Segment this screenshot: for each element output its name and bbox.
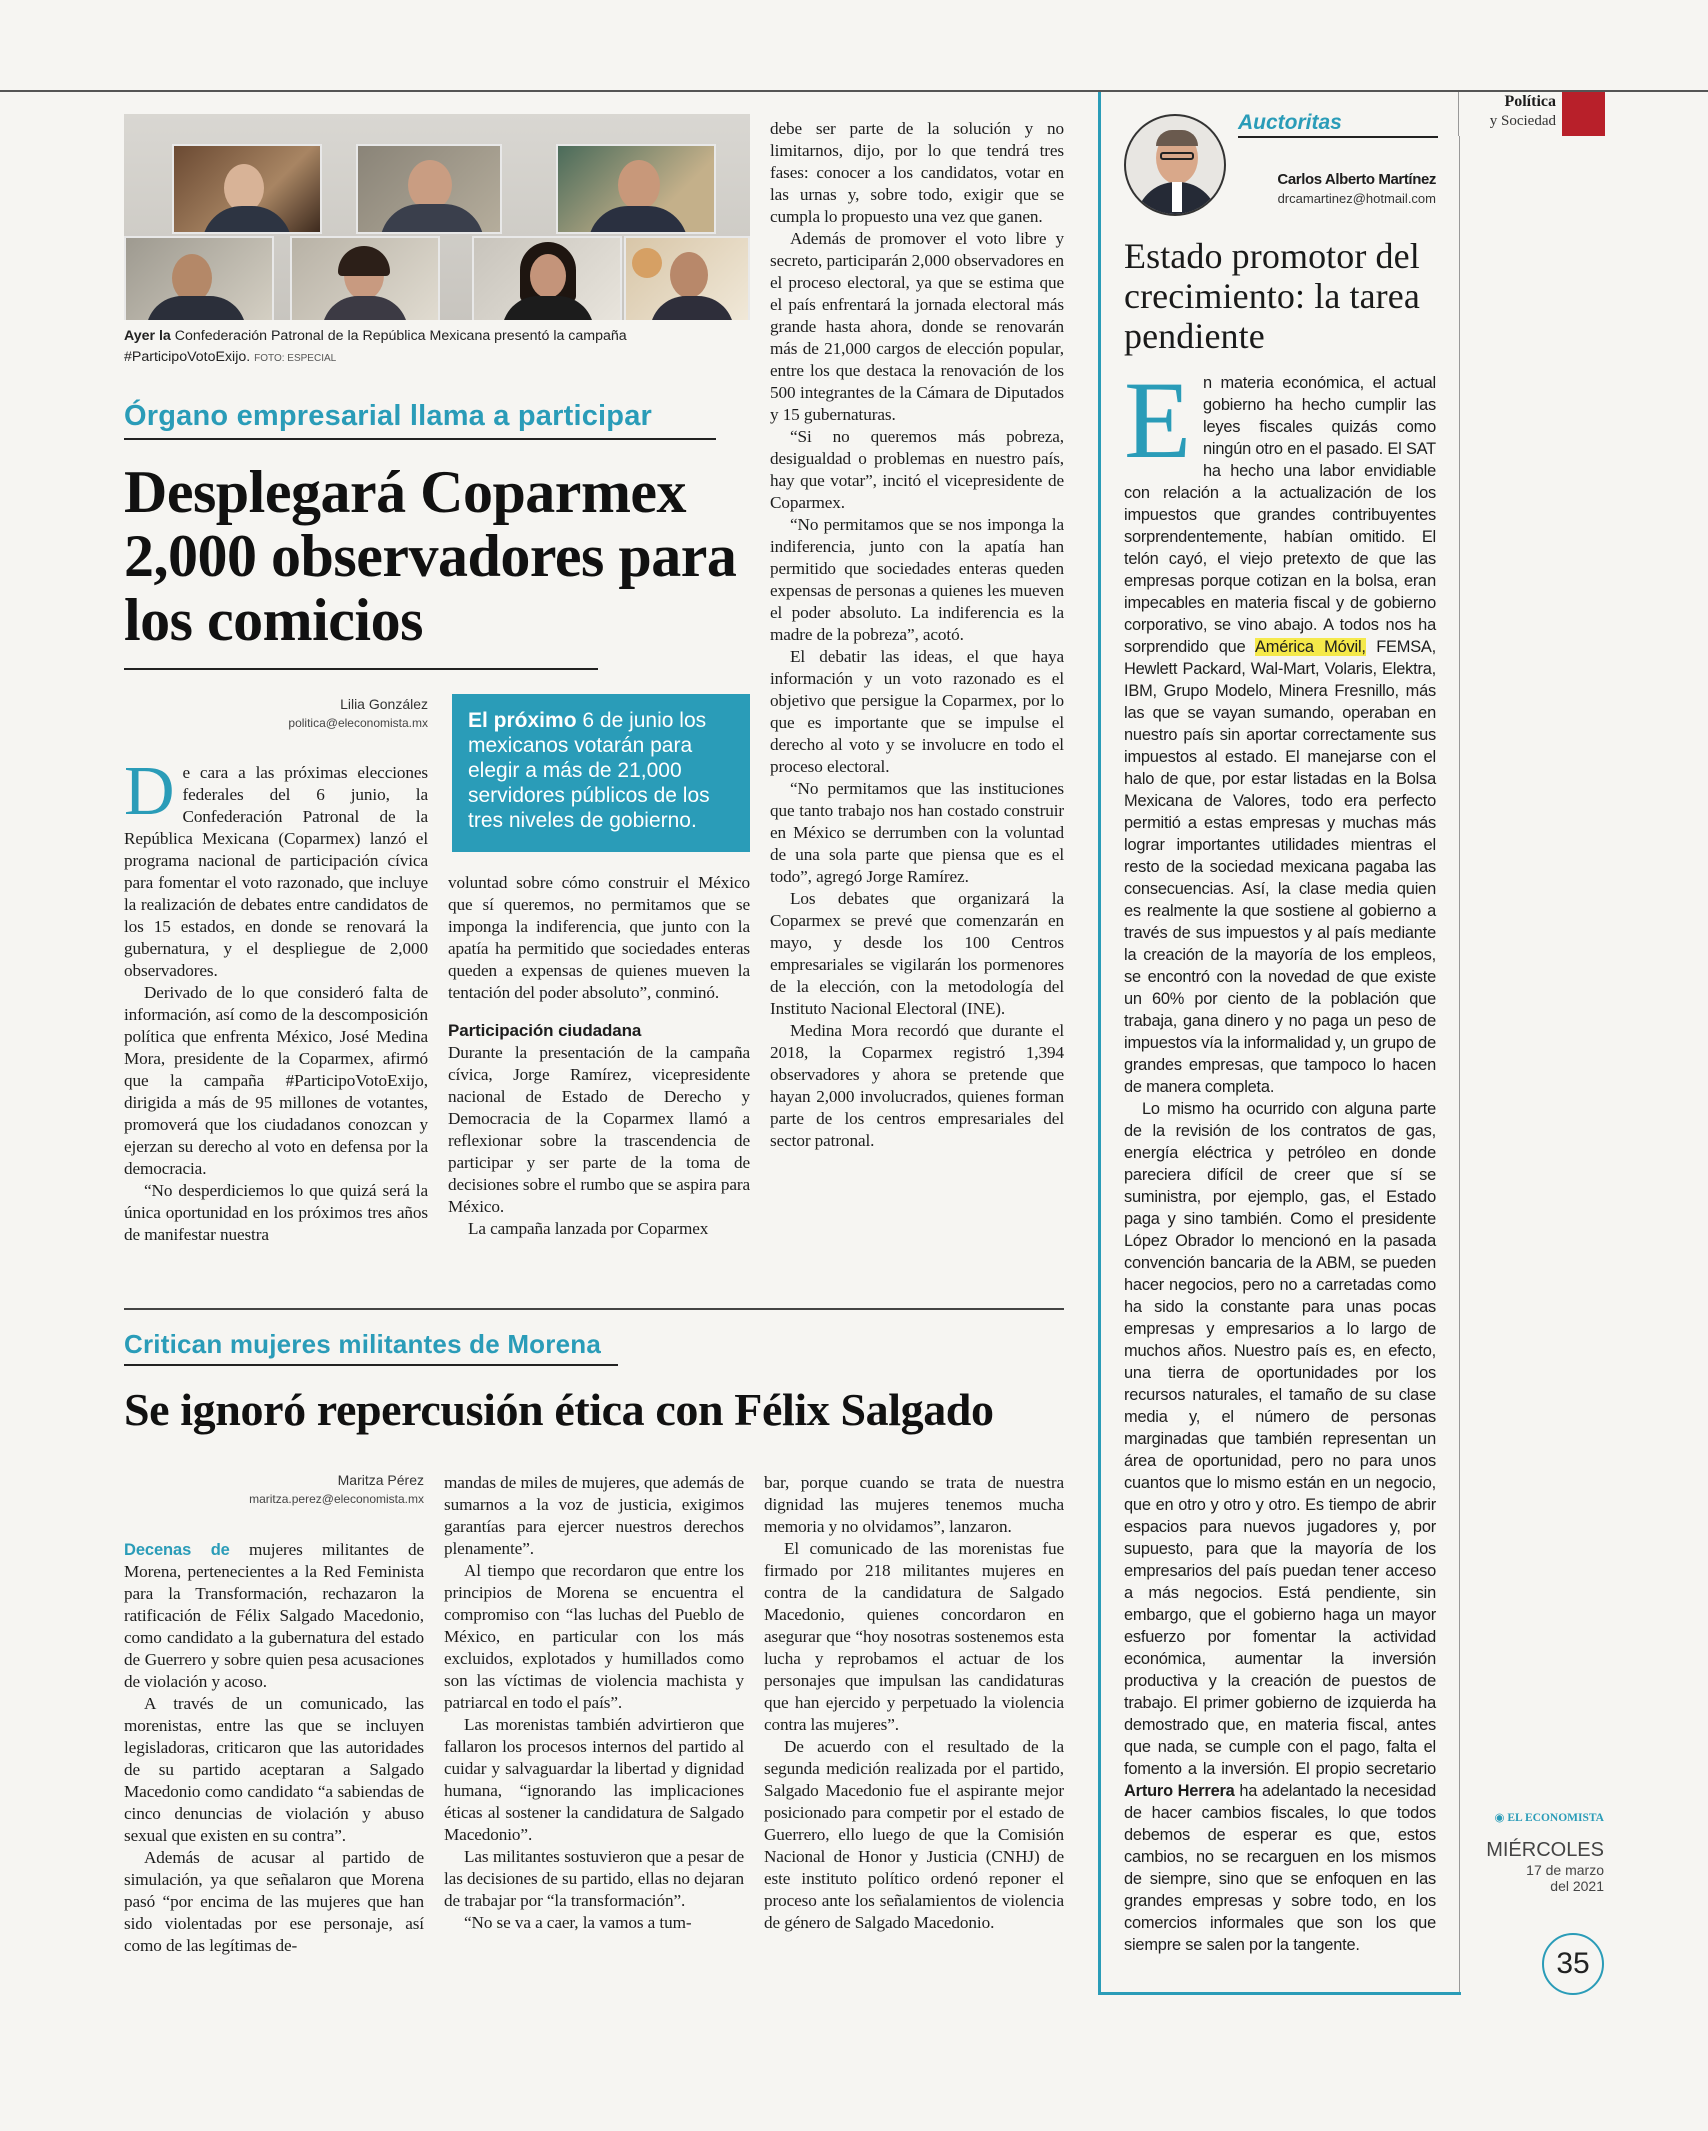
column-author: Carlos Alberto Martínez bbox=[1277, 171, 1436, 188]
article1-paragraph: “No permitamos que las instituciones que tanto trabajo nos han costado construir en México se derrumben con la voluntad de una sola parte que piensa que es el todo”, agregó Jorge Ramírez. bbox=[770, 779, 1064, 886]
article2-kicker: Critican mujeres militantes de Morena bbox=[124, 1329, 601, 1359]
article2-paragraph: bar, porque cuando se trata de nuestra dignidad las mujeres tenemos mucha memoria y no olvidamos”, lanzaron. bbox=[764, 1473, 1064, 1536]
issue-date-line: 17 de marzo bbox=[1526, 1862, 1604, 1878]
column-author-block bbox=[1236, 170, 1436, 208]
article1-headline: Desplegará Coparmex 2,000 observadores para los comicios bbox=[124, 459, 737, 653]
article1-paragraph: Además de promover el voto libre y secreto, participarán 2,000 observadores en el proceso electoral, ya que se estima que el país enfrentará la jornada electoral más grande hasta ahora, donde se renovarán más de 21,000 cargos de elección popular, entre los que destaca la renovación de los 500 integrantes de la Cámara de Diputados y 15 gubernaturas. bbox=[770, 229, 1064, 424]
article1-kicker: Órgano empresarial llama a participar bbox=[124, 400, 653, 432]
top-rule bbox=[0, 90, 1708, 92]
column-dropcap: E bbox=[1124, 359, 1191, 481]
column-paragraph: n materia económica, el actual gobierno ha hecho cumplir las leyes fiscales quizás como ningún otro en el pasado. El SAT ha hecho una labor envidiable con relación a la actualización de los impuestos que grandes contribuyentes sorprendentemente, habían omitido. El telón cayó, el viejo pretexto de que las empresas porque cotizan en la bolsa, eran impecables en materia fiscal y de gobierno corporativo, se vino abajo. A todos nos ha sorprendido que bbox=[1124, 374, 1436, 656]
article2-paragraph: El comunicado de las morenistas fue firmado por 218 militantes mujeres en contra de la candidatura de Salgado Macedonio, quienes concordaron en asegurar que “hoy nosotras sostenemos esta lucha y reprobamos el actuar de los personajes que impulsan las candidaturas que han ejercido y perpetuado la violencia contra las mujeres”. bbox=[764, 1539, 1064, 1734]
section-red-block bbox=[1562, 92, 1605, 136]
column-paragraph: FEMSA, Hewlett Packard, Wal-Mart, Volaris, Elektra, IBM, Grupo Modelo, Minera Fresnillo, más las que se vayan sumando, operaban en nuestro país sin aportar correctamente sus impuestos al estado. El manejarse con el halo de que, por estar listadas en la Bolsa Mexicana de Valores, todo era perfecto permitió a estas empresas y muchas más lograr importantes utilidades mientras el resto de la sociedad mexicana pagaba las consecuencias. Así, la clase media quien es realmente la que sostiene al gobierno a través de sus impuestos y al país mediante la creación de la mayoría de los empleos, se encontró con la novedad de que existe un 60% por ciento de la población que trabaja, gana dinero y no paga un peso de impuestos vía la informalidad y, un grupo de grandes empresas, que tampoco lo hacen de manera completa. bbox=[1124, 638, 1437, 1096]
section-subtitle: y Sociedad bbox=[1489, 113, 1556, 129]
article1-email: politica@eleconomista.mx bbox=[288, 716, 428, 730]
article1-author: Lilia González bbox=[340, 696, 428, 712]
video-tile bbox=[556, 144, 716, 234]
article2-paragraph: Las morenistas también advirtieron que fallaron los procesos internos del partido al cuidar y salvaguardar la libertad y dignidad humana, “ignorando las implicaciones éticas al sostener la candidatura de Salgado Macedonio”. bbox=[444, 1715, 744, 1844]
video-tile bbox=[290, 236, 440, 320]
highlight-text: 6 de junio los mexicanos votarán para elegir a más de 21,000 servidores públicos de los tres niveles de gobierno. bbox=[468, 709, 710, 832]
column-email: drcamartinez@hotmail.com bbox=[1277, 191, 1436, 206]
article2-lead: Decenas de bbox=[124, 1541, 230, 1559]
headline-underline bbox=[124, 668, 598, 670]
article1-paragraph: El debatir las ideas, el que haya información y un voto razonado es el objetivo que persigue la Coparmex, por lo que es importante que se impulse el derecho al voto y se involucre en todo el proceso electoral. bbox=[770, 647, 1064, 776]
article2-paragraph: “No se va a caer, la vamos a tum- bbox=[464, 1913, 692, 1932]
article1-subhead: Participación ciudadana bbox=[448, 1021, 642, 1040]
issue-day: MIÉRCOLES bbox=[1486, 1839, 1604, 1861]
brand-name bbox=[1478, 1810, 1604, 1824]
article1-paragraph: e cara a las próximas elecciones federales del 6 junio, la Confederación Patronal de la República Mexicana (Coparmex) lanzó el programa nacional de participación cívica para fomentar el voto razonado, que incluye la realización de debates entre candidatos de los 15 estados, en donde se renovará la gubernatura, y el despliegue de 2,000 observadores. bbox=[124, 763, 428, 980]
article1-highlight-box bbox=[452, 694, 750, 852]
page-number-value: 35 bbox=[1556, 1947, 1590, 1980]
video-tile bbox=[124, 236, 274, 320]
video-tile bbox=[172, 144, 322, 234]
photo-caption-lead: Ayer la bbox=[124, 328, 171, 344]
photo-caption-text: Confederación Patronal de la República Mexicana presentó la campaña #ParticipoVotoExijo. bbox=[124, 328, 627, 365]
column-left-rule bbox=[1098, 92, 1101, 1994]
article2-paragraph: De acuerdo con el resultado de la segunda medición realizada por el partido, Salgado Macedonio fue el aspirante mejor posicionado para competir por el estado de Guerrero, ello luego de que la Comisión Nacional de Honor y Justicia (CNHJ) de este instituto político ordenó reponer el proceso ante los señalamientos de violencia de género de Salgado Macedonio. bbox=[764, 1737, 1064, 1932]
article2-email: maritza.perez@eleconomista.mx bbox=[249, 1492, 424, 1506]
kicker-underline bbox=[124, 1364, 618, 1366]
article1-paragraph: Derivado de lo que consideró falta de información, así como de la descomposición política que enfrenta México, José Medina Mora, presidente de la Coparmex, afirmó que la campaña #ParticipoVotoExijo, dirigida a más de 95 millones de votantes, promoverá que los ciudadanos conozcan y ejerzan su derecho al voto en defensa por la democracia. bbox=[124, 983, 428, 1178]
video-tile bbox=[472, 236, 622, 320]
kicker-underline bbox=[124, 438, 716, 440]
article2-col1 bbox=[124, 1539, 424, 1957]
article1-paragraph: Durante la presentación de la campaña cívica, Jorge Ramírez, vicepresidente nacional de Estado de Derecho y Democracia de la Coparmex llamó a reflexionar sobre la trascendencia de participar y ser parte de la toma de decisiones sobre el rumbo que se aspira para México. bbox=[448, 1043, 750, 1216]
article1-paragraph: debe ser parte de la solución y no limitarnos, dijo, por lo que tendrá tres fases: conocer a los candidatos, votar en las urnas y, sobre todo, exigir que se cumpla lo propuesto una vez que ganen. bbox=[770, 119, 1064, 226]
article1-col1 bbox=[124, 753, 428, 1246]
section-title: Política bbox=[1504, 93, 1556, 110]
column-body bbox=[1124, 359, 1437, 1956]
column-right-rule bbox=[1459, 136, 1460, 1994]
video-tile bbox=[356, 144, 502, 234]
article2-col2 bbox=[444, 1472, 744, 1934]
column-name: Auctoritas bbox=[1238, 111, 1342, 134]
page-number bbox=[1542, 1933, 1604, 1995]
video-tile bbox=[624, 236, 750, 320]
article1-col2 bbox=[448, 872, 750, 1240]
article2-byline bbox=[124, 1470, 424, 1508]
article1-paragraph: voluntad sobre cómo construir el México que sí queremos, no permitamos que se imponga la indiferencia, que junto con la apatía ha permitido que sociedades enteras queden a expensas de quienes mueven la tentación del poder absoluto”, conminó. bbox=[448, 873, 750, 1002]
article2-col3 bbox=[764, 1472, 1064, 1934]
article-divider bbox=[124, 1308, 1064, 1310]
article2-paragraph: mujeres militantes de Morena, pertenecientes a la Red Feminista para la Transformación, rechazaron la ratificación de Félix Salgado Macedonio, como candidato a la gubernatura del estado de Guerrero y sobre quien pesa acusaciones de violación y acoso. bbox=[124, 1540, 425, 1691]
column-paragraph: Lo mismo ha ocurrido con alguna parte de la revisión de los contratos de gas, energía eléctrica y petróleo en donde pareciera difícil de creer que sí se suministra, por ejemplo, gas, el Estado paga y sino también. Como el presidente López Obrador lo mencionó en la pasada convención bancaria de la ABM, se pueden hacer negocios, pero no a carretadas como ha sido la constante para unas pocas empresas y empresarios a lo largo de muchos años. Nuestro país es, en efecto, una tierra de oportunidades por los recursos naturales, el tamaño de su clase media y, el número de personas marginadas que también representan un área de oportunidad, pero no para unos cuantos que lo mismo están en un negocio, que en otro y otro y otro. Es tiempo de abrir espacios para nuevos jugadores y, por supuesto, para que la mayoría de los empresarios del país puedan tener acceso a más negocios. Está pendiente, sin embargo, que el gobierno haga un mayor esfuerzo por fomentar la actividad económica, aumentar la inversión productiva y la creación de puestos de trabajo. El primer gobierno de izquierda ha demostrado que, en materia fiscal, antes que nada, se cumple con el pago, falta el fomento a la inversión. El propio secretario bbox=[1124, 1100, 1436, 1778]
article1-paragraph: “No desperdiciemos lo que quizá será la única oportunidad en los próximos tres años de manifestar nuestra bbox=[124, 1181, 428, 1244]
article1-paragraph: Medina Mora recordó que durante el 2018, la Coparmex registró 1,394 observadores y ahora se pretende que hayan 2,000 involucrados, quienes forman parte de los centros empresariales del sector patronal. bbox=[770, 1021, 1064, 1150]
highlighted-company: América Móvil, bbox=[1255, 638, 1366, 656]
article1-dropcap: D bbox=[124, 753, 175, 830]
column-paragraph: ha adelantado la necesidad de hacer cambios fiscales, lo que todos debemos de esperar es que, estos cambios, no se recarguen en los mismos de siempre, sino que se enfoquen en las grandes empresas y sobre todo, en los comercios informales que son los que siempre se salen por la tangente. bbox=[1124, 1782, 1436, 1954]
event-photo bbox=[124, 114, 750, 320]
section-tab bbox=[1458, 92, 1560, 136]
brand-text: EL ECONOMISTA bbox=[1507, 1812, 1604, 1824]
issue-date bbox=[1478, 1838, 1604, 1894]
column-bottom-rule bbox=[1098, 1992, 1461, 1995]
article2-paragraph: Además de acusar al partido de simulación, ya que señalaron que Morena pasó “por encima de las mujeres que han sido violentadas por ese personaje, así como de las legítimas de- bbox=[124, 1848, 424, 1955]
column-title: Estado promotor del crecimiento: la tarea pendiente bbox=[1124, 236, 1420, 356]
article1-paragraph: Los debates que organizará la Coparmex se prevé que comenzarán en mayo, y desde los 100 Centros empresariales se vigilarán los pormenores de la elección, con la metodología del Instituto Nacional Electoral (INE). bbox=[770, 889, 1064, 1018]
article1-col3 bbox=[770, 118, 1064, 1152]
article2-paragraph: Al tiempo que recordaron que entre los principios de Morena se encuentra el compromiso con “las luchas del Pueblo de México, en particular con los más excluidos, explotados y humillados como son las víctimas de violencia machista y patriarcal en todo el país”. bbox=[444, 1561, 744, 1712]
highlight-lead: El próximo bbox=[468, 709, 577, 732]
article2-paragraph: A través de un comunicado, las morenistas, entre las que se incluyen legisladoras, criticaron que las autoridades de su partido aceptaran a Salgado Macedonio como candidato “a sabiendas de cinco denuncias de violación y abuso sexual que existen en su contra”. bbox=[124, 1694, 424, 1845]
column-name-rule bbox=[1238, 136, 1438, 138]
article1-paragraph: “No permitamos que se nos imponga la indiferencia, junto con la apatía han permitido que sociedades enteras queden expensas de personas a quienes les mueven el poder absoluto. La indiferencia es la madre de la pobreza”, acotó. bbox=[770, 515, 1064, 644]
article1-byline bbox=[124, 694, 428, 732]
article1-paragraph: “Si no queremos más pobreza, desigualdad o problemas en nuestro país, hay que votar”, incitó el vicepresidente de Coparmex. bbox=[770, 427, 1064, 512]
issue-year: del 2021 bbox=[1550, 1878, 1604, 1894]
photo-credit: FOTO: ESPECIAL bbox=[254, 353, 337, 364]
brand-icon: ◉ bbox=[1494, 1812, 1505, 1824]
article2-paragraph: mandas de miles de mujeres, que además de sumarnos a la voz de justicia, exigimos garantías para ejercer nuestros derechos plenamente”. bbox=[444, 1473, 744, 1558]
columnist-photo bbox=[1124, 114, 1226, 216]
article2-paragraph: Las militantes sostuvieron que a pesar de las decisiones de su partido, ellas no dejaran de trabajar por “la transformación”. bbox=[444, 1847, 744, 1910]
article2-author: Maritza Pérez bbox=[337, 1472, 424, 1488]
photo-caption bbox=[124, 326, 750, 369]
article2-headline: Se ignoró repercusión ética con Félix Salgado bbox=[124, 1384, 994, 1435]
article1-paragraph: La campaña lanzada por Coparmex bbox=[468, 1219, 709, 1238]
column-bold-name: Arturo Herrera bbox=[1124, 1782, 1235, 1800]
